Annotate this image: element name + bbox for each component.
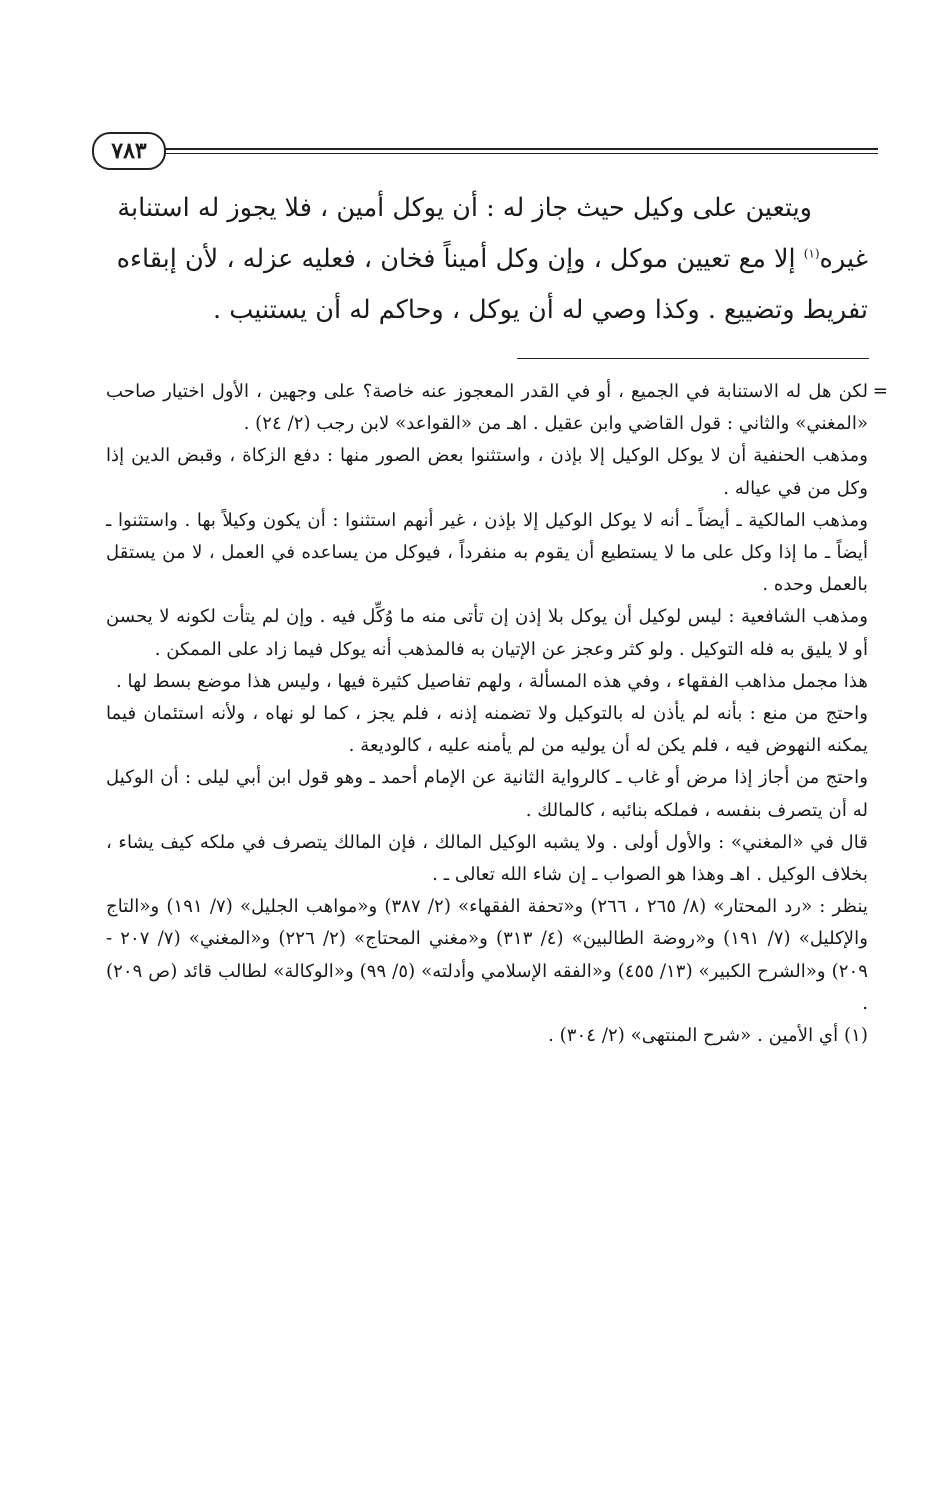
- footnote-separator: [517, 358, 869, 359]
- page-header: [92, 132, 878, 170]
- main-text: [108, 183, 868, 336]
- main-line-2: [108, 234, 868, 285]
- page-number: ٧٨٣: [92, 132, 166, 170]
- header-rule-thin: [158, 153, 878, 154]
- footnote-paragraph: ومذهب المالكية ـ أيضاً ـ أنه لا يوكل الوكيل إلا بإذن ، غير أنهم استثنوا : أن يكون وكيلاً بها . واستثنوا ـ أيضاً ـ ما إذا وكل على ما لا يستطيع أن يقوم به منفرداً ، فيوكل من يساعده في العمل ، لا من يستقل بالعمل وحده .: [106, 509, 868, 596]
- main-line-2-rest: إلا مع تعيين موكل ، وإن وكل أميناً فخان ، فعليه عزله ، لأن إبقاءه: [116, 244, 804, 274]
- footnote-paragraph: واحتج من منع : بأنه لم يأذن له بالتوكيل ولا تضمنه إذنه ، فلم يجز ، كما لو نهاه ، ولأنه استئمان فيما يمكنه النهوض فيه ، فلم يكن له أن يوليه من لم يأمنه عليه ، كالوديعة .: [106, 703, 868, 757]
- footnote-paragraph: [106, 376, 888, 440]
- header-rule: [158, 148, 878, 150]
- footnote-paragraph: واحتج من أجاز إذا مرض أو غاب ـ كالرواية الثانية عن الإمام أحمد ـ وهو قول ابن أبي ليلى : أن الوكيل له أن يتصرف بنفسه ، فملكه بنائبه ، كالمالك .: [106, 767, 868, 821]
- footnote-references: ينظر : «رد المحتار» (٨/ ٢٦٥ ، ٢٦٦) و«تحفة الفقهاء» (٢/ ٣٨٧) و«مواهب الجليل» (٧/ ١٩١) و«التاج والإكليل» (٧/ ١٩١) و«روضة الطالبين» (٤/ ٣١٣) و«مغني المحتاج» (٢/ ٢٢٦) و«المغني» (٧/ ٢٠٧ - ٢٠٩) و«الشرح الكبير» (١٣/ ٤٥٥) و«الفقه الإسلامي وأدلته» (٥/ ٩٩) و«الوكالة» لطالب قائد (ص ٢٠٩) .: [106, 896, 868, 1014]
- footnote-marker[interactable]: (١): [803, 246, 820, 261]
- footnote-text: لكن هل له الاستنابة في الجميع ، أو في القدر المعجوز عنه خاصة؟ على وجهين ، الأول اختيار صاحب «المغني» والثاني : قول القاضي وابن عقيل . اهـ من «القواعد» لابن رجب (٢/ ٢٤) .: [106, 381, 868, 435]
- footnote-paragraph: ومذهب الشافعية : ليس لوكيل أن يوكل بلا إذن إن تأتى منه ما وُكِّل فيه . وإن لم يتأت لكونه لا يحسن أو لا يليق به فله التوكيل . ولو كثر وعجز عن الإتيان به فالمذهب أنه يوكل فيما زاد على الممكن .: [106, 606, 868, 660]
- footnote-paragraph: قال في «المغني» : والأول أولى . ولا يشبه الوكيل المالك ، فإن المالك يتصرف في ملكه كيف يشاء ، بخلاف الوكيل . اهـ وهذا هو الصواب ـ إن شاء الله تعالى ـ .: [106, 831, 868, 886]
- footnote-1: (١) أي الأمين . «شرح المنتهى» (٢/ ٣٠٤) .: [548, 1025, 868, 1047]
- main-line-1: ويتعين على وكيل حيث جاز له : أن يوكل أمين ، فلا يجوز له استنابة: [117, 193, 812, 223]
- continuation-mark: =: [872, 381, 888, 402]
- footnote-paragraph: هذا مجمل مذاهب الفقهاء ، وفي هذه المسألة ، ولهم تفاصيل كثيرة فيها ، وليس هذا موضع بسط لها .: [115, 670, 868, 692]
- main-line-3: تفريط وتضييع . وكذا وصي له أن يوكل ، وحاكم له أن يستنيب .: [213, 295, 868, 325]
- footnote-paragraph: ومذهب الحنفية أن لا يوكل الوكيل إلا بإذن ، واستثنوا بعض الصور منها : دفع الزكاة ، وقبض الدين إذا وكل من في عياله .: [106, 445, 868, 499]
- footnotes: [106, 376, 888, 1052]
- main-line-2-start: غيره: [819, 244, 868, 274]
